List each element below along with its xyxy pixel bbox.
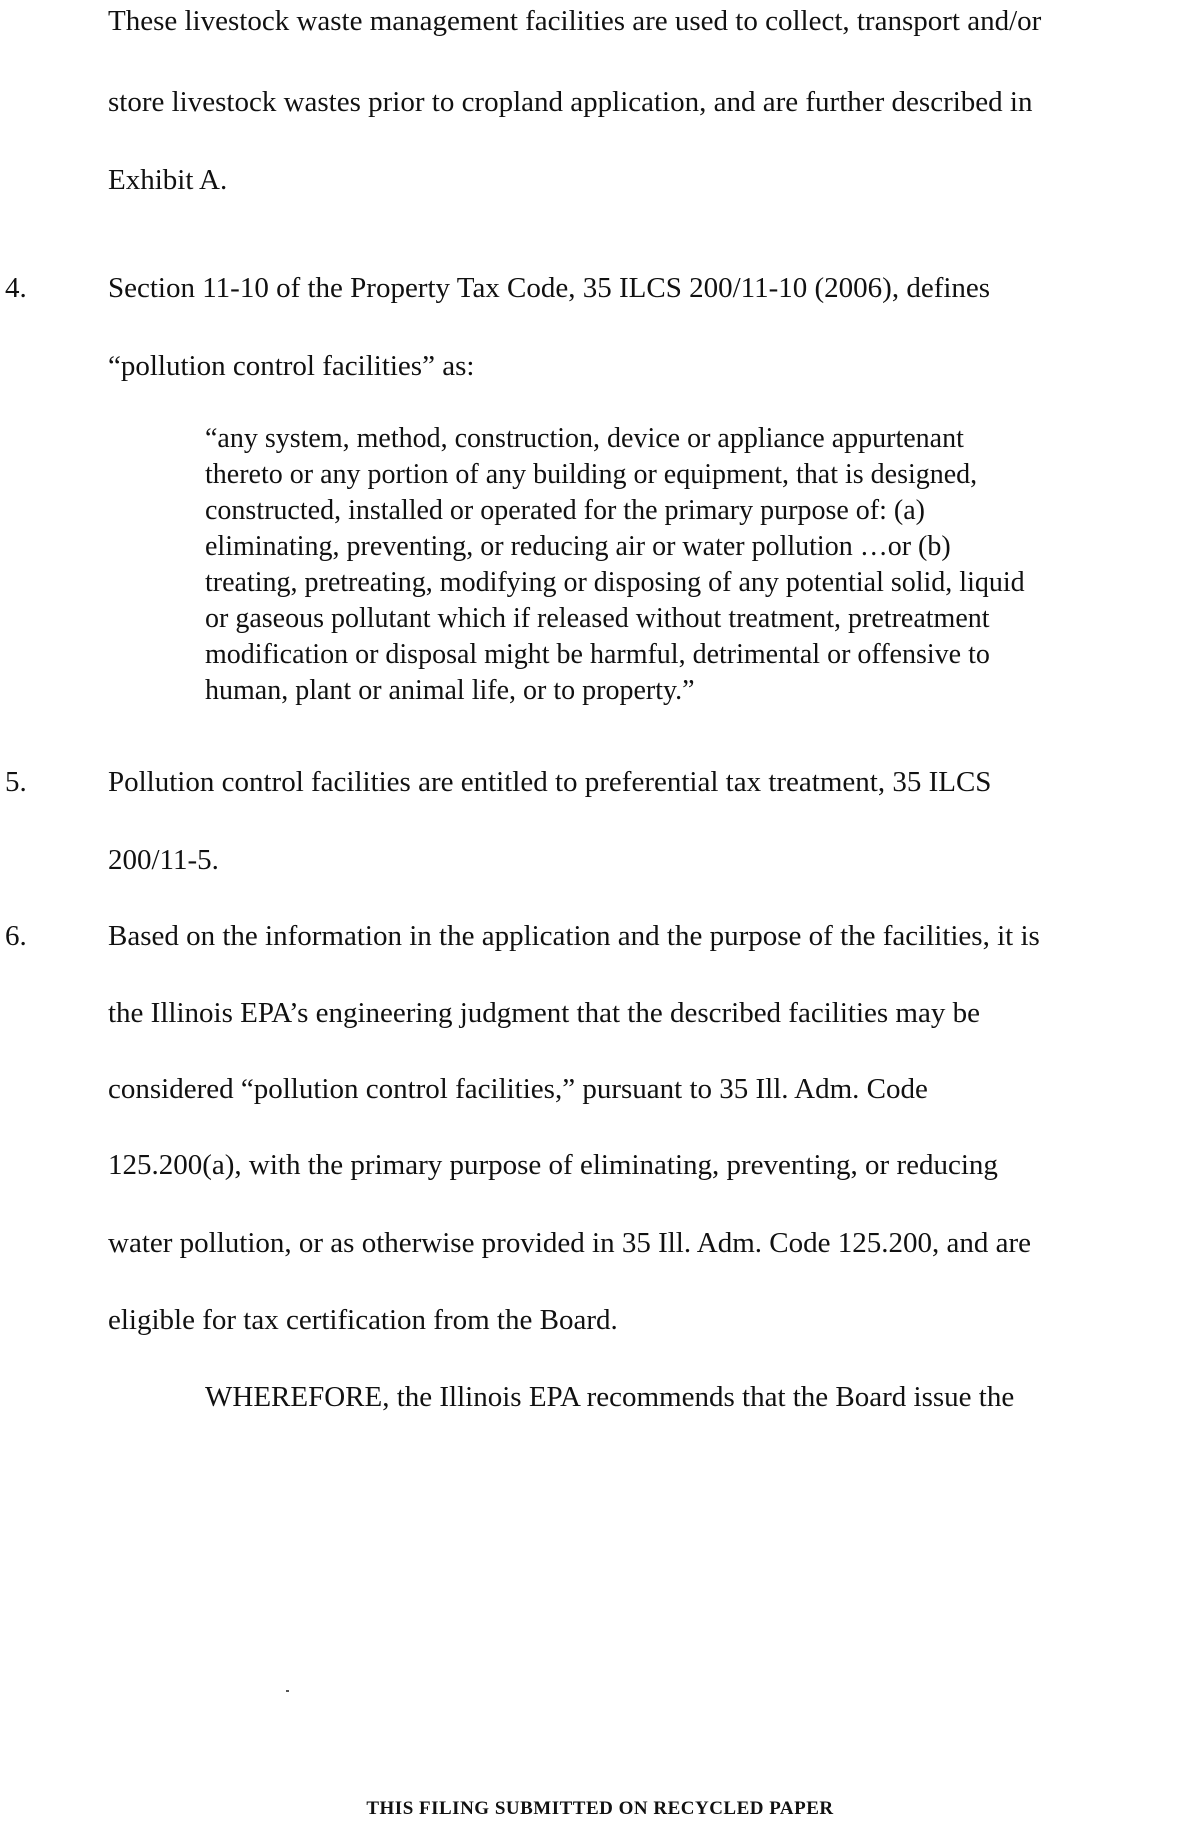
quote-line-4: eliminating, preventing, or reducing air or water pollution …or (b) <box>205 531 951 562</box>
paragraph-4-line-2: “pollution control facilities” as: <box>108 350 475 382</box>
paragraph-6-number: 6. <box>5 920 27 952</box>
intro-line-1: These livestock waste management facilities are used to collect, transport and/or <box>108 5 1042 37</box>
quote-line-8: human, plant or animal life, or to property.” <box>205 675 695 706</box>
paragraph-5-number: 5. <box>5 766 27 798</box>
paragraph-6-line-3: considered “pollution control facilities,” pursuant to 35 Ill. Adm. Code <box>108 1073 928 1105</box>
quote-line-5: treating, pretreating, modifying or disposing of any potential solid, liquid <box>205 567 1025 598</box>
paragraph-5-line-1: Pollution control facilities are entitled to preferential tax treatment, 35 ILCS <box>108 766 992 798</box>
quote-line-1: “any system, method, construction, device or appliance appurtenant <box>205 423 964 454</box>
quote-line-6: or gaseous pollutant which if released without treatment, pretreatment <box>205 603 990 634</box>
paragraph-6-line-6: eligible for tax certification from the Board. <box>108 1304 618 1336</box>
quote-line-2: thereto or any portion of any building or equipment, that is designed, <box>205 459 978 490</box>
paragraph-6-line-4: 125.200(a), with the primary purpose of eliminating, preventing, or reducing <box>108 1149 998 1181</box>
recycled-paper-footer: THIS FILING SUBMITTED ON RECYCLED PAPER <box>366 1798 834 1819</box>
paragraph-6-line-5: water pollution, or as otherwise provided in 35 Ill. Adm. Code 125.200, and are <box>108 1227 1031 1259</box>
paragraph-6-line-2: the Illinois EPA’s engineering judgment that the described facilities may be <box>108 997 980 1029</box>
paragraph-4-number: 4. <box>5 272 27 304</box>
paragraph-4-line-1: Section 11-10 of the Property Tax Code, 35 ILCS 200/11-10 (2006), defines <box>108 272 991 304</box>
paragraph-5-line-2: 200/11-5. <box>108 844 219 876</box>
wherefore-line: WHEREFORE, the Illinois EPA recommends that the Board issue the <box>205 1381 1015 1413</box>
intro-line-2: store livestock wastes prior to cropland application, and are further described in <box>108 86 1033 118</box>
intro-line-3: Exhibit A. <box>108 164 228 196</box>
scan-mark <box>286 1690 289 1692</box>
paragraph-6-line-1: Based on the information in the application and the purpose of the facilities, it is <box>108 920 1040 952</box>
quote-line-3: constructed, installed or operated for the primary purpose of: (a) <box>205 495 925 526</box>
quote-line-7: modification or disposal might be harmful, detrimental or offensive to <box>205 639 990 670</box>
